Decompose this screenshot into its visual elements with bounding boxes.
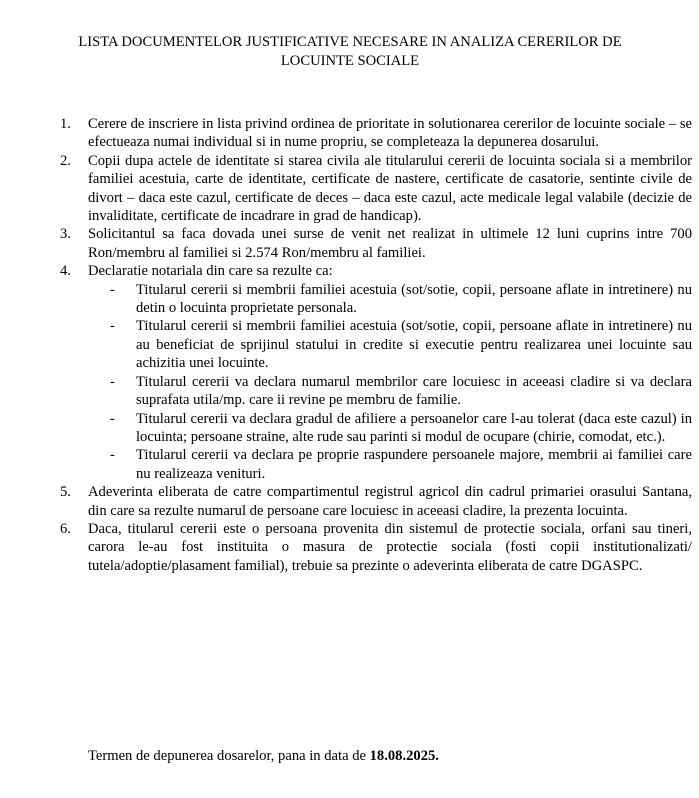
list-item-number: 5. (60, 484, 71, 501)
sub-list-item (110, 446, 692, 483)
sub-list-text: Titularul cererii si membrii familiei acestuia (sot/sotie, copii, persoane aflate in intretinere) nu au beneficiat de sprijinul statului in credite si executie pentru realizarea unei locuinte sau achizitia unei locuinte. (136, 318, 692, 372)
sub-list-dash: - (110, 318, 115, 335)
list-item-number: 3. (60, 226, 71, 243)
list-item (60, 483, 692, 520)
sub-list-dash: - (110, 373, 115, 390)
list-item-text: Adeverinta eliberata de catre compartimentul registrul agricol din cadrul primariei orasului Santana, din care sa rezulte numarul de persoane care locuiesc in aceeasi cladire, la prezenta locuinta. (88, 484, 692, 519)
sub-list-dash: - (110, 281, 115, 298)
list-item-number: 2. (60, 152, 71, 169)
list-item (60, 115, 692, 152)
list-item (60, 262, 692, 280)
list-item-number: 4. (60, 263, 71, 280)
title-line-2: LOCUINTE SOCIALE (280, 53, 420, 69)
deadline-date: 18.08.2025. (369, 748, 439, 764)
sub-list-text: Titularul cererii va declara pe proprie raspundere persoanele majore, membrii ai familiei care nu realizeaza venituri. (136, 447, 692, 482)
sub-list-item (110, 281, 692, 318)
title-line-1: LISTA DOCUMENTELOR JUSTIFICATIVE NECESARE IN ANALIZA CERERILOR DE (78, 34, 622, 50)
list-item-text: Declaratie notariala din care sa rezulte ca: (88, 263, 333, 280)
list-item-text: Copii dupa actele de identitate si starea civila ale titularului cererii de locuinta sociala si a membrilor familiei acestuia, carte de identitate, certificate de nastere, certificate de casatorie, sentinte civile de divort – daca este cazul, certificate de deces – daca este cazul, acte medicale legal valabile (decizie de invaliditate, certificate de incadrare in grad de handicap). (88, 152, 692, 225)
sub-list-dash: - (110, 410, 115, 427)
sub-list-item (110, 410, 692, 447)
document-title (20, 33, 680, 71)
sub-list-item (110, 317, 692, 372)
list-item (60, 520, 692, 575)
list-item-text: Daca, titularul cererii este o persoana provenita din sistemul de protectie sociala, orfani sau tineri, carora le-au fost instituita o masura de protectie sociala (fosti copii institutionalizati/ tutela/adoptie/plasament familial), trebuie sa prezinte o adeverinta eliberata de catre DGASPC. (88, 520, 692, 574)
list-item-number: 6. (60, 520, 71, 537)
list-item-text: Cerere de inscriere in lista privind ordinea de prioritate in solutionarea cererilor de locuinte sociale – se efectueaza numai individual si in nume propriu, se completeaza la depunerea dosarului. (88, 116, 692, 151)
submission-deadline (88, 748, 439, 765)
document-list (60, 115, 692, 575)
deadline-text: Termen de depunerea dosarelor, pana in data de (88, 748, 370, 764)
sub-list-text: Titularul cererii si membrii familiei acestuia (sot/sotie, copii, persoane aflate in intretinere) nu detin o locuinta proprietate personala. (136, 281, 692, 317)
sub-list-text: Titularul cererii va declara gradul de afiliere a persoanelor care l-au tolerat (daca este cazul) in locuinta; persoane straine, alte rude sau parinti si modul de ocupare (chirie, comodat, etc.). (136, 410, 692, 445)
list-item (60, 225, 692, 262)
sub-list-dash: - (110, 447, 115, 464)
list-item-number: 1. (60, 116, 71, 132)
sub-list-text: Titularul cererii va declara numarul membrilor care locuiesc in aceeasi cladire si va declara suprafata utila/mp. care ii revine pe membru de familie. (136, 373, 692, 409)
list-item (60, 152, 692, 226)
sub-list-item (110, 373, 692, 410)
list-item-text: Solicitantul sa faca dovada unei surse de venit net realizat in ultimele 12 luni cuprins intre 700 Ron/membru al familiei si 2.574 Ron/membru al familiei. (88, 226, 692, 261)
